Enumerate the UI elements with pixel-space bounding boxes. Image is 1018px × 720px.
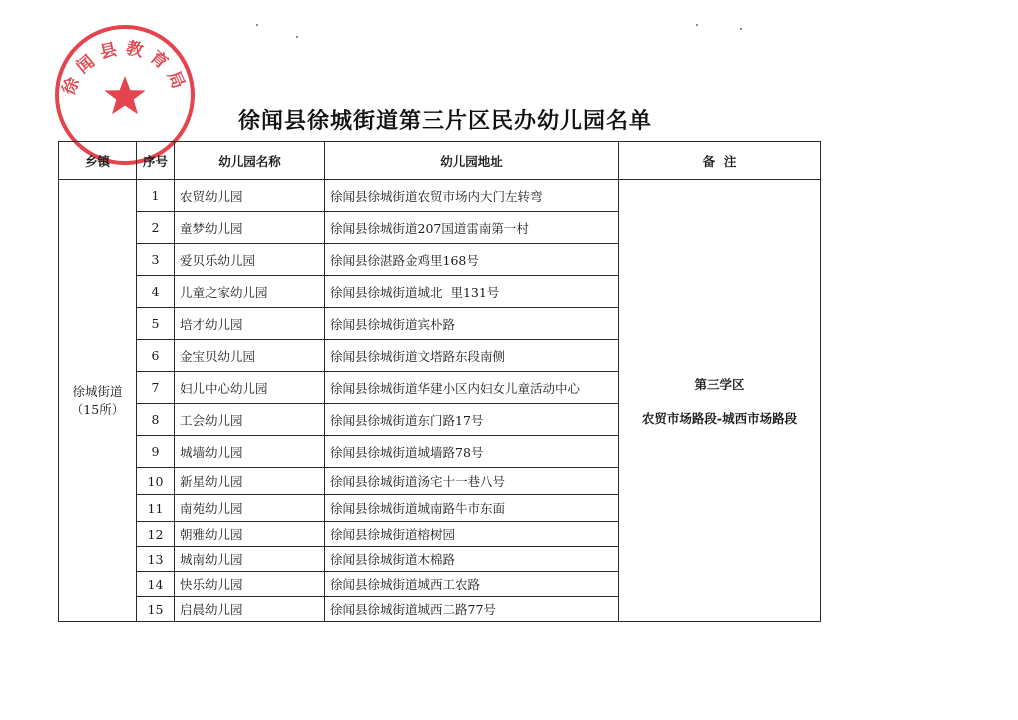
- row-number: 14: [137, 572, 175, 597]
- row-number: 7: [137, 372, 175, 404]
- kindergarten-name: 快乐幼儿园: [175, 572, 325, 597]
- row-number: 13: [137, 547, 175, 572]
- kindergarten-table: [58, 141, 821, 622]
- row-number: 12: [137, 522, 175, 547]
- kindergarten-name: 城南幼儿园: [175, 547, 325, 572]
- remarks-section: 农贸市场路段-城西市场路段: [641, 410, 798, 426]
- kindergarten-name: 工会幼儿园: [175, 404, 325, 436]
- table-row: [59, 180, 821, 212]
- row-number: 4: [137, 276, 175, 308]
- kindergarten-name: 朝雅幼儿园: [175, 522, 325, 547]
- header-name: 幼儿园名称: [175, 142, 325, 180]
- kindergarten-address: 徐闻县徐城街道华建小区内妇女儿童活动中心: [325, 372, 619, 404]
- kindergarten-address: 徐闻县徐城街道城北 里131号: [325, 276, 619, 308]
- row-number: 15: [137, 597, 175, 622]
- kindergarten-name: 爱贝乐幼儿园: [175, 244, 325, 276]
- table-header-row: [59, 142, 821, 180]
- kindergarten-name: 童梦幼儿园: [175, 212, 325, 244]
- kindergarten-address: 徐闻县徐城街道宾朴路: [325, 308, 619, 340]
- row-number: 5: [137, 308, 175, 340]
- row-number: 9: [137, 436, 175, 468]
- kindergarten-name: 儿童之家幼儿园: [175, 276, 325, 308]
- row-number: 1: [137, 180, 175, 212]
- town-count: （15所）: [70, 401, 125, 417]
- kindergarten-address: 徐闻县徐城街道汤宅十一巷八号: [325, 468, 619, 495]
- town-name: 徐城街道: [72, 383, 123, 399]
- row-number: 6: [137, 340, 175, 372]
- seal-text: 徐闻县教育局: [58, 38, 192, 99]
- remarks-cell: [619, 180, 821, 622]
- kindergarten-name: 农贸幼儿园: [175, 180, 325, 212]
- header-address: 幼儿园地址: [325, 142, 619, 180]
- scan-speck: [696, 24, 698, 26]
- kindergarten-address: 徐闻县徐湛路金鸡里168号: [325, 244, 619, 276]
- document-title: 徐闻县徐城街道第三片区民办幼儿园名单: [238, 109, 653, 134]
- header-no: 序号: [137, 142, 175, 180]
- row-number: 3: [137, 244, 175, 276]
- kindergarten-address: 徐闻县徐城街道城西工农路: [325, 572, 619, 597]
- kindergarten-address: 徐闻县徐城街道木棉路: [325, 547, 619, 572]
- scan-speck: [740, 28, 742, 30]
- remarks-district: 第三学区: [694, 376, 745, 392]
- kindergarten-address: 徐闻县徐城街道城墙路78号: [325, 436, 619, 468]
- kindergarten-name: 培才幼儿园: [175, 308, 325, 340]
- kindergarten-address: 徐闻县徐城街道农贸市场内大门左转弯: [325, 180, 619, 212]
- scan-speck: [296, 36, 298, 38]
- kindergarten-name: 启晨幼儿园: [175, 597, 325, 622]
- kindergarten-name: 金宝贝幼儿园: [175, 340, 325, 372]
- table-body: [59, 180, 821, 622]
- row-number: 2: [137, 212, 175, 244]
- kindergarten-address: 徐闻县徐城街道榕树园: [325, 522, 619, 547]
- scan-speck: [256, 24, 258, 26]
- header-town: 乡镇: [59, 142, 137, 180]
- kindergarten-address: 徐闻县徐城街道城西二路77号: [325, 597, 619, 622]
- row-number: 8: [137, 404, 175, 436]
- kindergarten-address: 徐闻县徐城街道文塔路东段南侧: [325, 340, 619, 372]
- kindergarten-name: 妇儿中心幼儿园: [175, 372, 325, 404]
- kindergarten-name: 城墙幼儿园: [175, 436, 325, 468]
- row-number: 10: [137, 468, 175, 495]
- kindergarten-address: 徐闻县徐城街道207国道雷南第一村: [325, 212, 619, 244]
- kindergarten-address: 徐闻县徐城街道东门路17号: [325, 404, 619, 436]
- town-cell: [59, 180, 137, 622]
- kindergarten-name: 南苑幼儿园: [175, 495, 325, 522]
- header-remarks: 备 注: [619, 142, 821, 180]
- row-number: 11: [137, 495, 175, 522]
- seal-star-icon: [104, 76, 145, 114]
- kindergarten-address: 徐闻县徐城街道城南路牛市东面: [325, 495, 619, 522]
- kindergarten-name: 新星幼儿园: [175, 468, 325, 495]
